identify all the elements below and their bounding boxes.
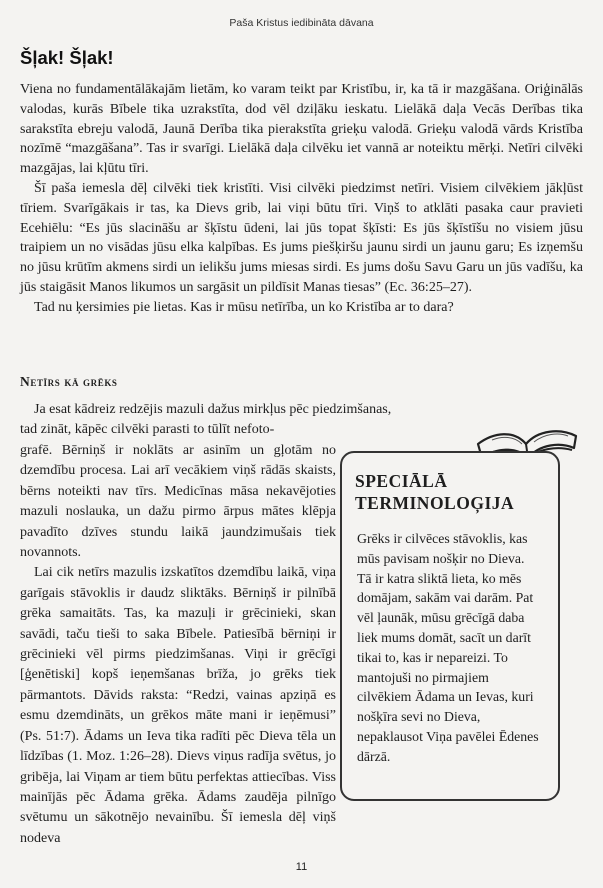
- subsection-column: [20, 441, 336, 849]
- sidebar-title: SPECIĀLĀ TERMINOLOĢIJA: [355, 471, 515, 513]
- subsection-line-1: Ja esat kādreiz redzējis mazuli dažus mirkļus pēc piedzimšanas,: [34, 402, 392, 417]
- section-title: Šļak! Šļak!: [20, 47, 114, 68]
- intro-paragraph-1: Viena no fundamentālākajām lietām, ko varam teikt par Kristību, ir, ka tā ir mazgāšana. Oriģinālās valodas, kurās Bībele tika uzrakstīta, dod vēl dziļāku ieskatu. Lielākā daļa Vecās Derības tika sarakstīta ebreju valodā, Jaunā Derība tika pierakstīta grieķu valodā. Grieķu valodā vārds Kristība nozīmē “mazgāšana”. Tas ir svarīgi. Lielākā daļa cilvēku iet vannā ar noteiktu mērķi. Netīri cilvēki mazgājas, lai kļūtu tīri.: [20, 82, 583, 177]
- intro-text: [20, 80, 583, 318]
- intro-paragraph-3: Tad nu ķersimies pie lietas. Kas ir mūsu netīrība, un ko Kristība ar to dara?: [34, 299, 454, 315]
- subsection-title: Netīrs kā grēks: [20, 374, 118, 389]
- subsection-first-lines: [20, 400, 460, 441]
- subsection-line-2: tad zināt, kāpēc cilvēki parasti to tūlīt nefoto-: [20, 422, 275, 438]
- subsection-paragraph-2: Lai cik netīrs mazulis izskatītos dzemdību laikā, viņa garīgais stāvoklis ir daudz sliktāks. Bērniņš ir pilnībā grēka samaitāts. Tas, ka mazuļi ir grēcinieki, skan savādi, taču tieši to saka Bībele. Patiesībā bērniņi ir grēcinieki vēl pirms piedzimšanas. Viņi ir grēcīgi [ģenētiski] kopš ieņemšanas brīža, jo grēks tiek pārmantots. Dāvids raksta: “Redzi, vainas apziņā es esmu dzemdināts, un grēkos māte mani ir ieņēmusi” (Ps. 51:7). Ādams un Ieva tika radīti pēc Dieva tēla un līdzības (1. Moz. 1:26–28). Dievs viņus radīja svētus, jo gribēja, lai Viņam ar tiem būtu perfektas attiecības. Viss mainījās pēc Ādama grēka. Ādams zaudēja pilnīgo svētumu un sākotnējo nevainību. Šī iemesla dēļ viņš nodeva: [20, 565, 336, 846]
- running-header: Paša Kristus iedibināta dāvana: [229, 17, 374, 29]
- sidebar-text: Grēks ir cilvēces stāvoklis, kas mūs pavisam nošķir no Dieva. Tā ir katra sliktā lieta, ko mēs domājam, sakām vai darām. Pat vēl ļaunāk, mūsu grēcīgā daba liek mums domāt, sacīt un darīt tikai to, kas ir nepareizi. To mantojuši no pirmajiem cilvēkiem Ādama un Ievas, kuri nošķīra sevi no Dieva, nepaklausot Viņa pavēlei Ēdenes dārzā.: [357, 531, 539, 764]
- subsection-paragraph-1: grafē. Bērniņš ir noklāts ar asinīm un gļotām no dzemdību procesa. Lai arī vecākiem viņš rādās skaists, bērns noteikti nav tīrs. Medicīnas māsa nekavējoties mazuli noslauka, un dažu pirmo ārpus mātes klēpja pavadīto dzīves stundu laikā jaundzimušais tiek novannots.: [20, 443, 336, 561]
- intro-paragraph-2: Šī paša iemesla dēļ cilvēki tiek kristīti. Visi cilvēki piedzimst netīri. Visiem cilvēkiem jākļūst tīriem. Svarīgākais ir tas, ka Dievs grib, lai viņi būtu tīri. Viņš to atklāti pasaka caur pravieti Ecehiēlu: “Es jūs slacināšu ar šķīstu ūdeni, lai jūs topat šķīsti: Es jūs šķīstīšu no visiem jūsu traipiem un no visādas jūsu elka kalpības. Es jums piešķiršu jaunu sirdi un jaunu garu; Es izņemšu no jūsu krūtīm akmens sirdi un ielikšu jums miesas sirdi. Es jums došu Savu Garu un jūs vadīšu, ka jūs staigāsit Manos likumos un sargāsit un pildīsit Manas tiesas” (Ec. 36:25–27).: [20, 180, 583, 295]
- page-number: 11: [295, 861, 308, 873]
